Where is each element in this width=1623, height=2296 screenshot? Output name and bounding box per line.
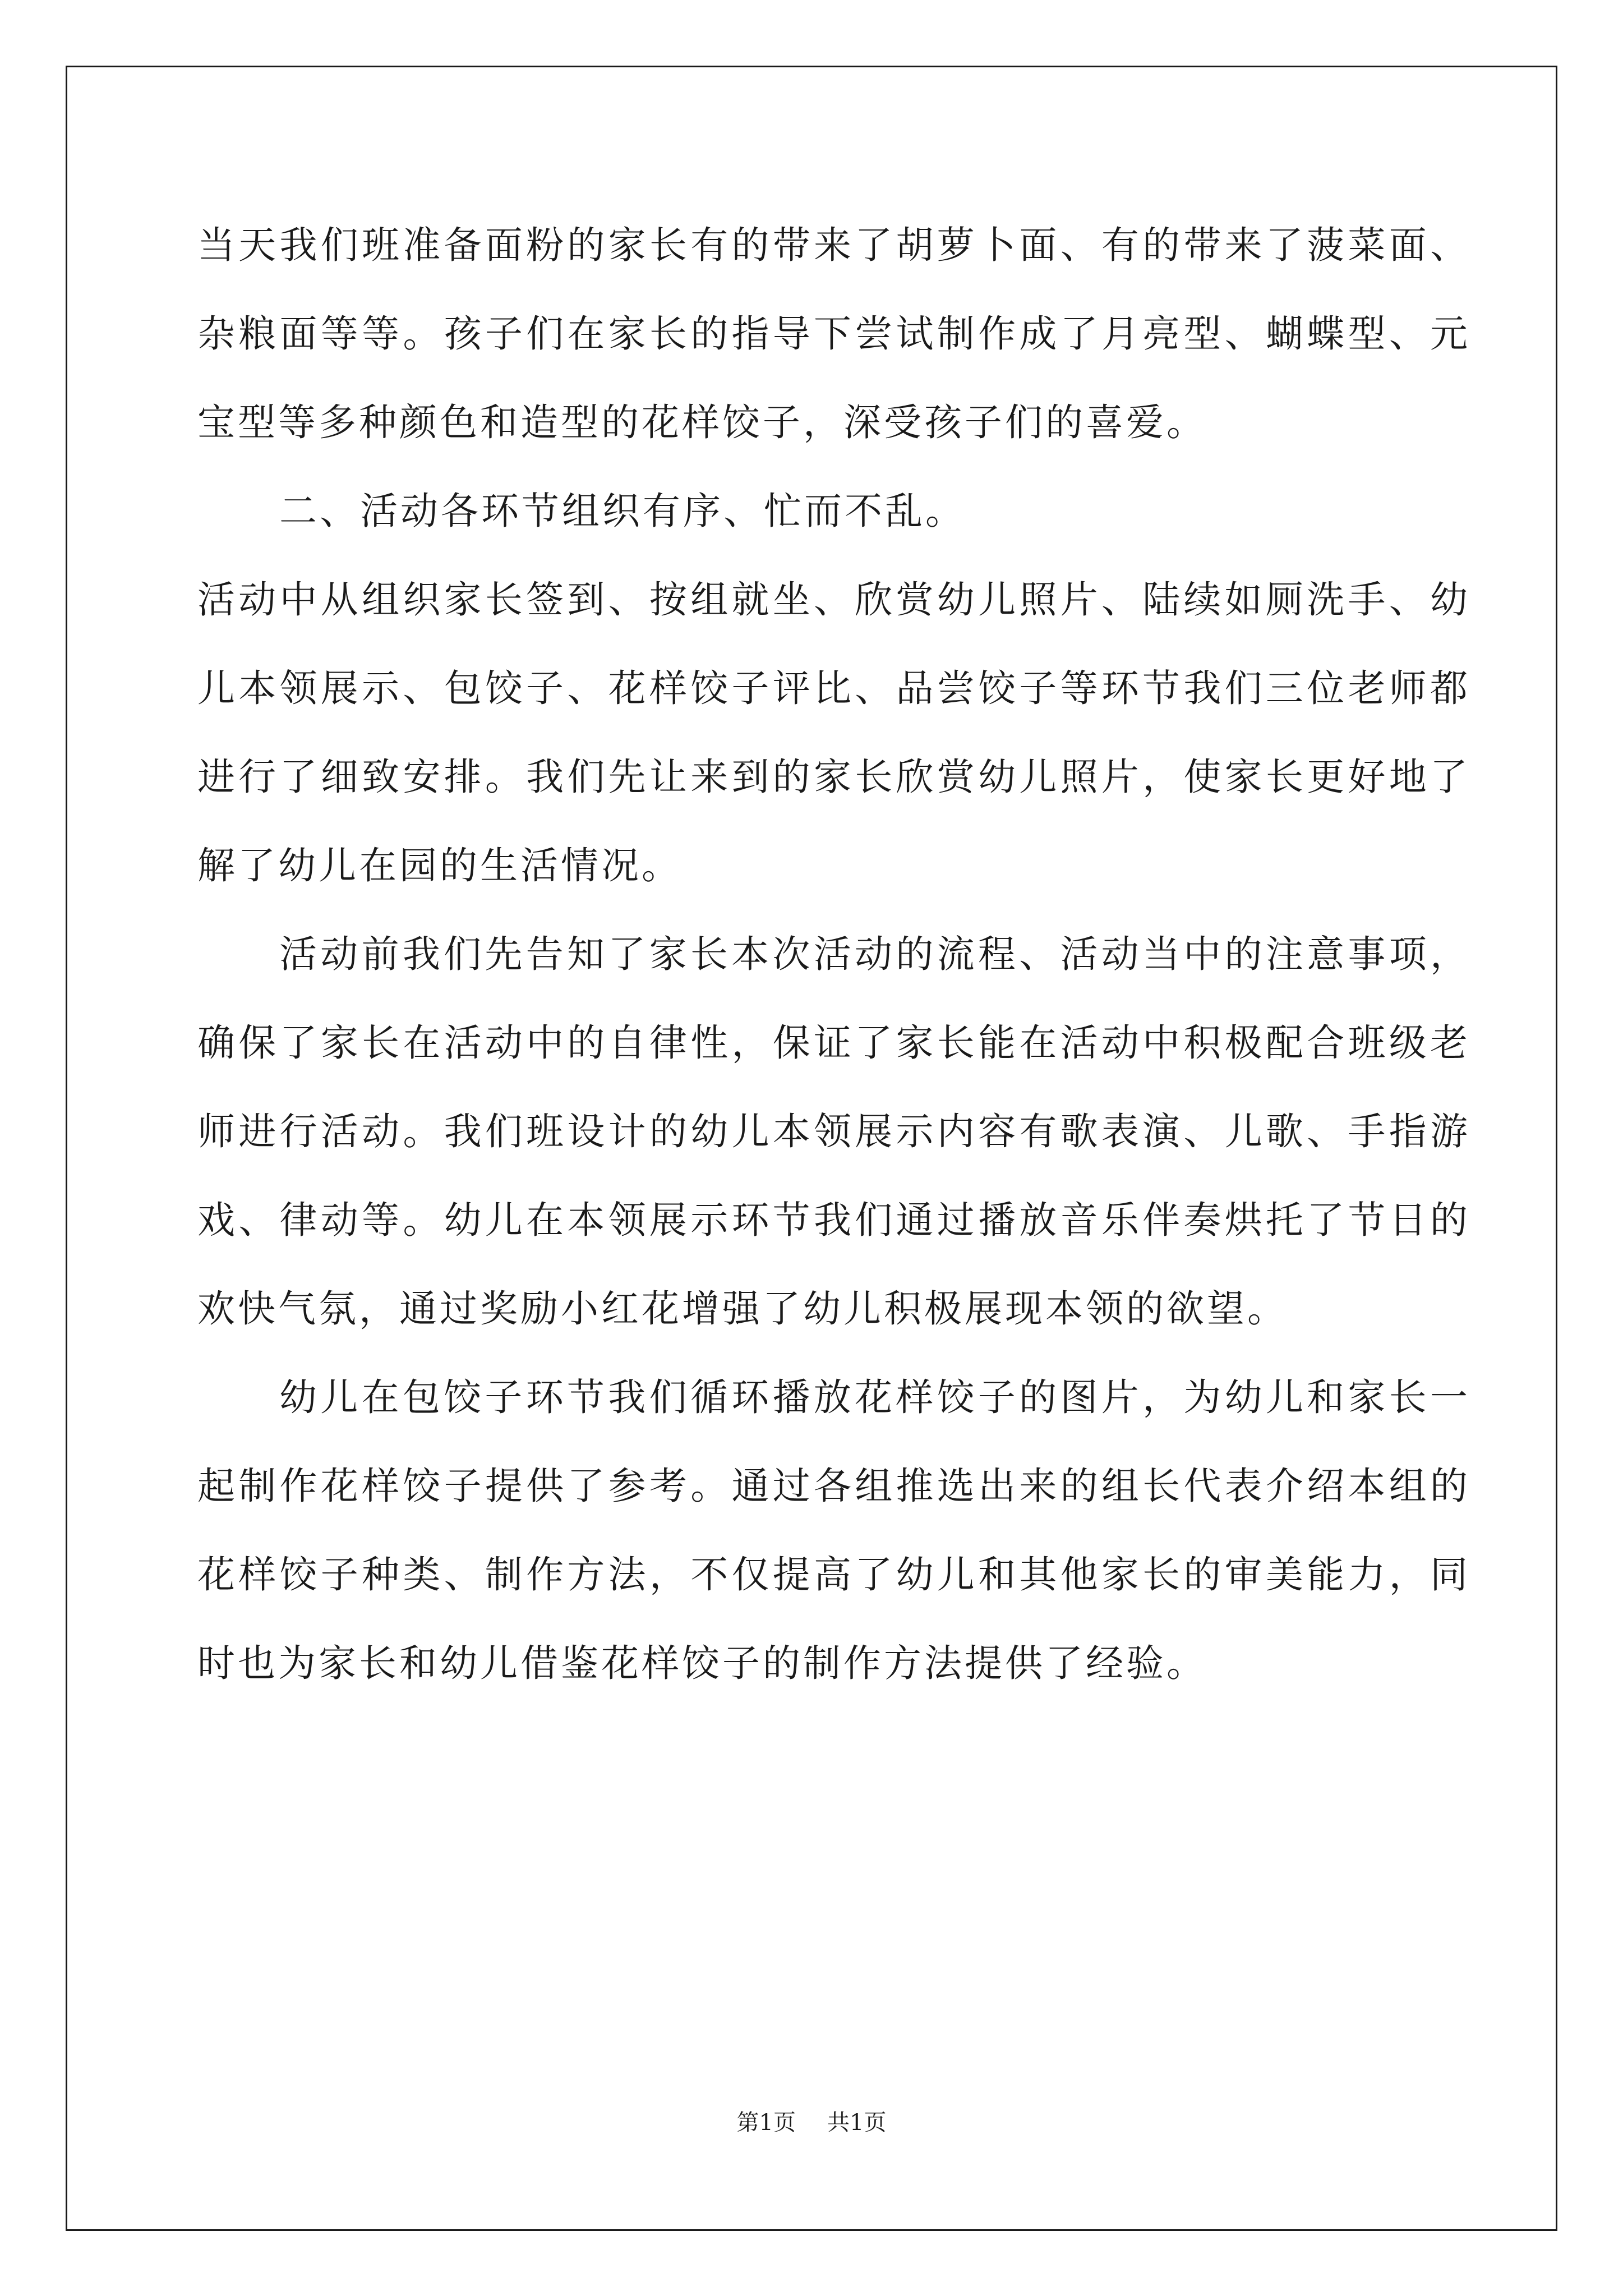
paragraph: 活动前我们先告知了家长本次活动的流程、活动当中的注意事项，确保了家长在活动中的自律性，保证了家长能在活动中积极配合班级老师进行活动。我们班设计的幼儿本领展示内容有歌表演、儿歌、手指游戏、律动等。幼儿在本领展示环节我们通过播放音乐伴奏烘托了节日的欢快气氛，通过奖励小红花增强了幼儿积极展现本领的欲望。	[197, 932, 1470, 1331]
paragraph: 活动中从组织家长签到、按组就坐、欣赏幼儿照片、陆续如厕洗手、幼儿本领展示、包饺子、花样饺子评比、品尝饺子等环节我们三位老师都进行了细致安排。我们先让来到的家长欣赏幼儿照片，使家长更好地了解了幼儿在园的生活情况。	[197, 578, 1470, 887]
paragraph: 幼儿在包饺子环节我们循环播放花样饺子的图片，为幼儿和家长一起制作花样饺子提供了参考。通过各组推选出来的组长代表介绍本组的花样饺子种类、制作方法，不仅提高了幼儿和其他家长的审美能力，同时也为家长和幼儿借鉴花样饺子的制作方法提供了经验。	[197, 1375, 1470, 1685]
section-heading: 二、活动各环节组织有序、忙而不乱。	[279, 489, 966, 533]
page-footer	[0, 2105, 1623, 2137]
page-number: 第1页	[736, 2110, 796, 2136]
document-body	[197, 201, 1470, 1708]
page-total: 共1页	[827, 2110, 887, 2136]
paragraph-continuation: 当天我们班准备面粉的家长有的带来了胡萝卜面、有的带来了菠菜面、杂粮面等等。孩子们在家长的指导下尝试制作成了月亮型、蝴蝶型、元宝型等多种颜色和造型的花样饺子，深受孩子们的喜爱。	[197, 223, 1470, 444]
